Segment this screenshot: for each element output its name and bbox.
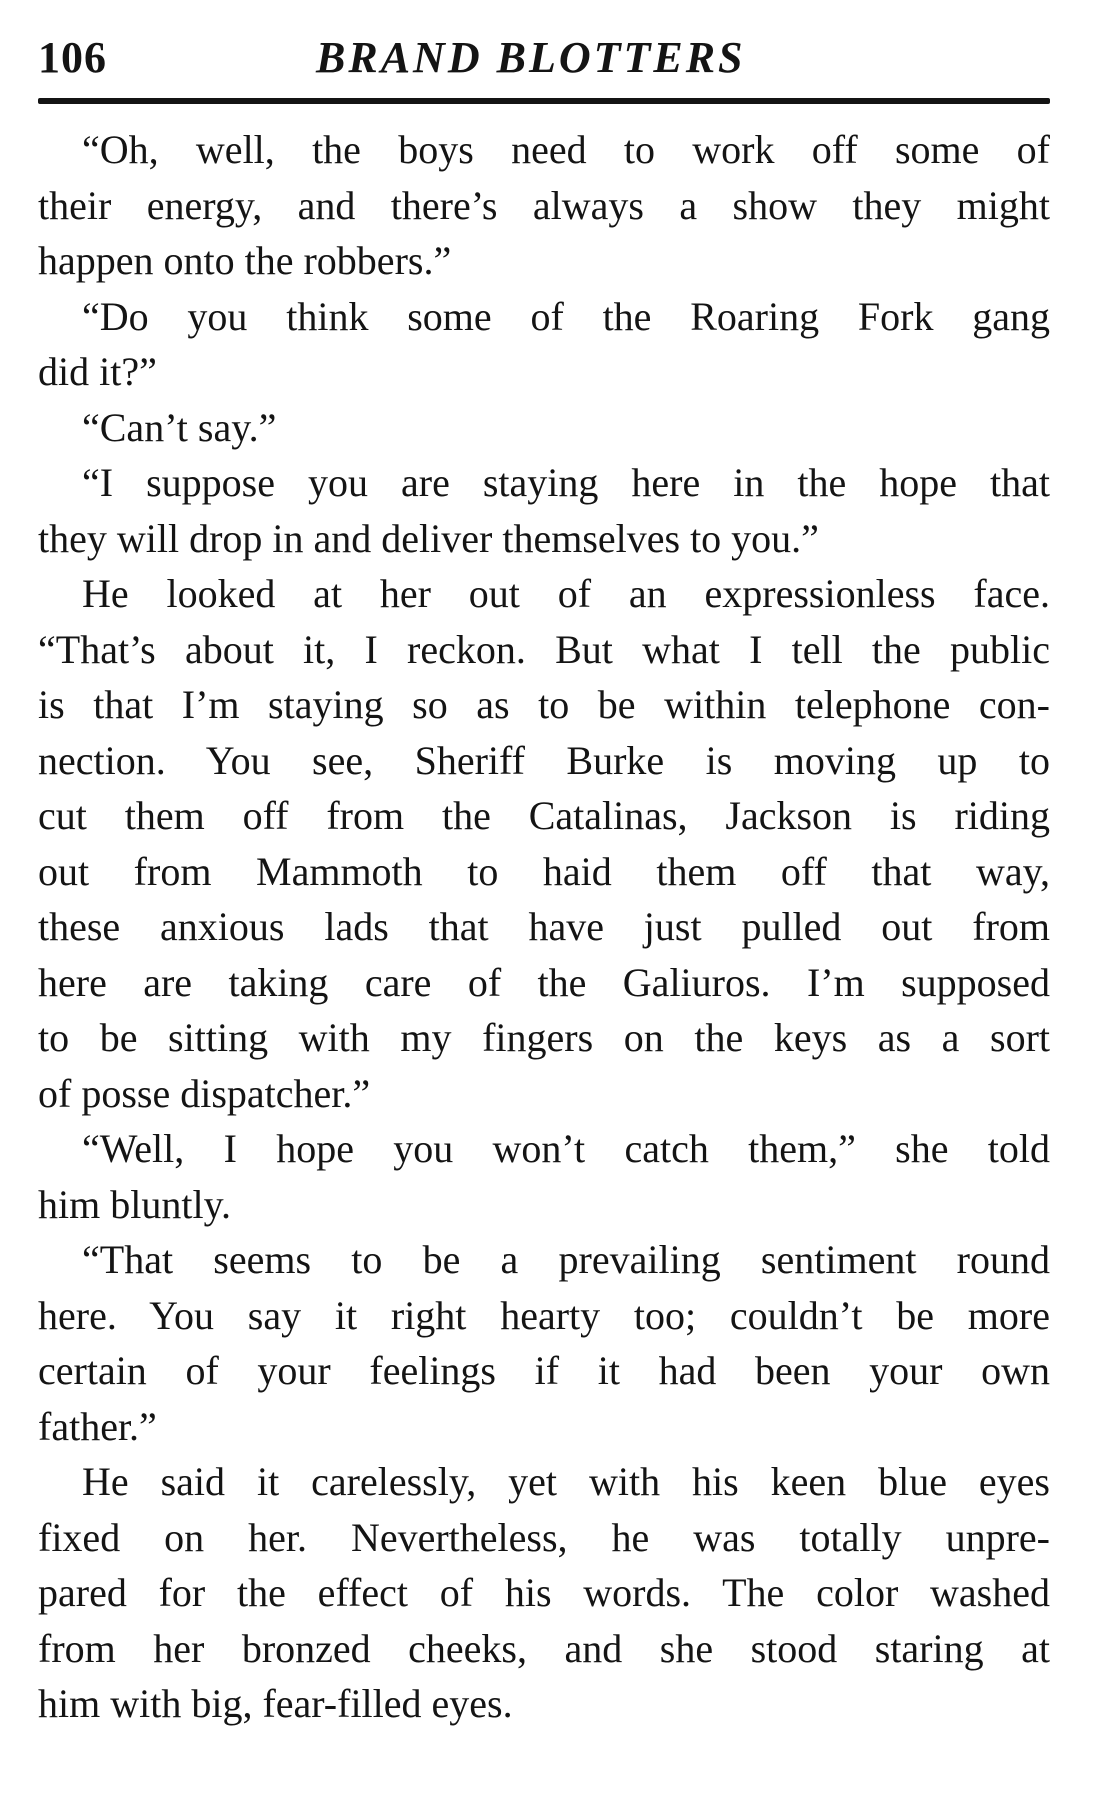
text-line: pared for the effect of his words. The color washed [38,1570,1050,1615]
text-line: He looked at her out of an expressionless face. [82,571,1050,616]
body-text [38,122,1050,1732]
text-line: here. You say it right hearty too; couldn’t be more [38,1292,1050,1338]
text-line: cut them off from the Catalinas, Jackson is riding [38,793,1050,838]
text-line: “That seems to be a prevailing sentiment round [82,1237,1050,1282]
text-line: happen onto the robbers.” [38,238,452,283]
text-line: “Oh, well, the boys need to work off some of [82,127,1050,172]
text-line: “I suppose you are staying here in the hope that [82,460,1050,505]
text-line: “Can’t say.” [82,404,277,450]
text-line: these anxious lads that have just pulled out from [38,904,1050,949]
running-title: BRAND BLOTTERS [316,33,746,82]
text-line: of posse dispatcher.” [38,1070,371,1116]
text-line: He said it carelessly, yet with his keen blue eyes [82,1459,1050,1504]
header-rule [38,98,1050,104]
text-line: him bluntly. [38,1181,231,1227]
text-line: out from Mammoth to haid them off that way, [38,848,1050,894]
text-line: “Well, I hope you won’t catch them,” she told [82,1126,1050,1171]
text-line: here are taking care of the Galiuros. I’m supposed [38,959,1050,1005]
page-number: 106 [38,33,107,82]
text-line: nection. You see, Sheriff Burke is moving up to [38,737,1050,783]
text-line: to be sitting with my fingers on the keys as a sort [38,1015,1050,1060]
text-line: certain of your feelings if it had been your own [38,1348,1050,1393]
text-line: him with big, fear-filled eyes. [38,1681,513,1726]
text-line: is that I’m staying so as to be within telephone con- [38,682,1050,727]
text-line: did it?” [38,349,157,394]
text-line: from her bronzed cheeks, and she stood staring at [38,1625,1050,1671]
text-line: they will drop in and deliver themselves to you.” [38,515,819,561]
page-header [38,30,1048,86]
text-line: fixed on her. Nevertheless, he was totally unpre- [38,1514,1050,1560]
text-line: “Do you think some of the Roaring Fork gang [82,293,1050,339]
text-line: “That’s about it, I reckon. But what I tell the public [38,626,1050,672]
text-line: their energy, and there’s always a show they might [38,182,1050,228]
text-line: father.” [38,1403,157,1449]
